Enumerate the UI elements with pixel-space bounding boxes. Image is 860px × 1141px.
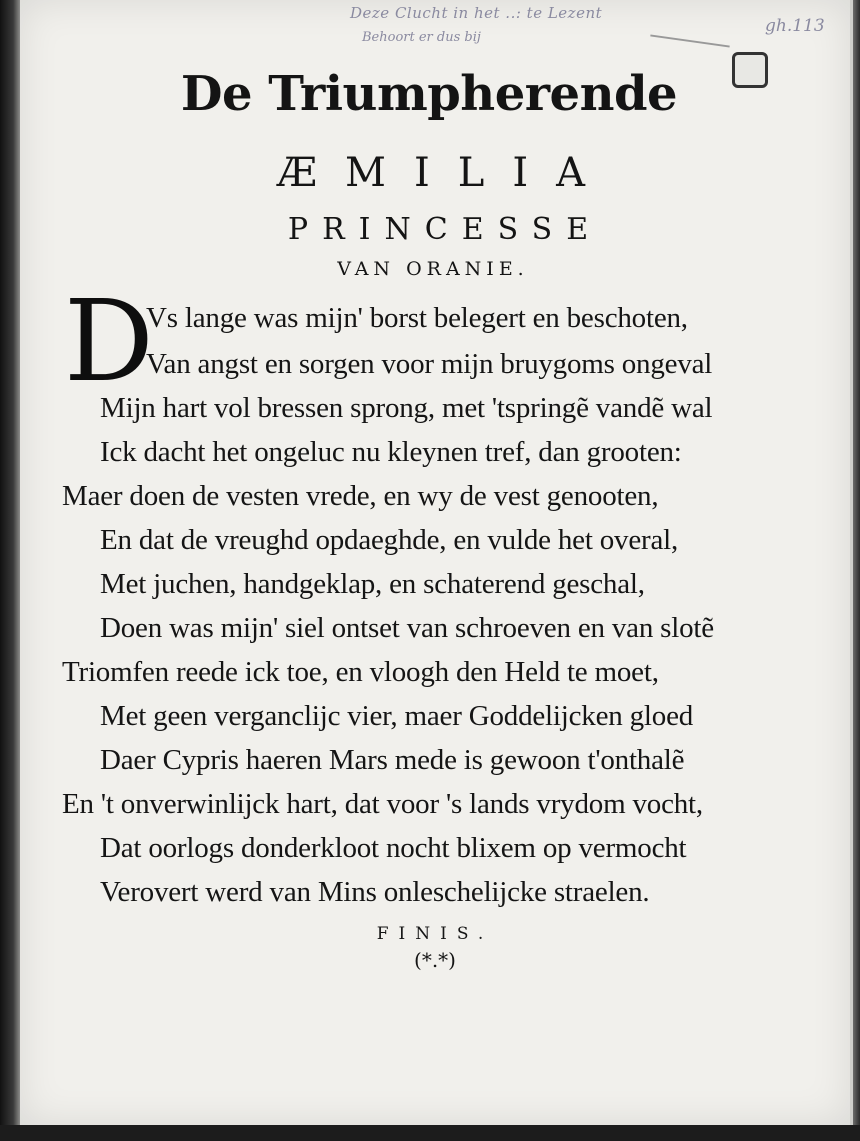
poem-line: Mijn hart vol bressen sprong, met 'tspringẽ vandẽ wal [100,392,713,424]
poem-line: En dat de vreughd opdaeghde, en vulde het overal, [100,524,679,556]
title-main: De Triumpherende [180,66,678,122]
poem-line: Triomfen reede ick toe, en vloogh den Held te moet, [62,656,659,688]
title-name: ÆMILIA [276,150,614,196]
poem-line: Met juchen, handgeklap, en schaterend geschal, [100,568,645,600]
poem-line: Vs lange was mijn' borst belegert en beschoten, [146,302,688,334]
drop-cap: D [64,277,154,407]
poem-line: Daer Cypris haeren Mars mede is gewoon t'onthalẽ [100,744,685,776]
poem-line: Van angst en sorgen voor mijn bruygoms ongeval [146,348,713,380]
book-page [20,0,853,1125]
poem-line: Verovert werd van Mins onleschelijcke straelen. [100,876,650,908]
handwritten-folio-number: gh.113 [765,16,825,36]
poem-line: Ick dacht het ongeluc nu kleynen tref, dan grooten: [100,436,682,468]
poem-line: En 't onverwinlijck hart, dat voor 's lands vrydom vocht, [62,788,703,820]
signature-mark: (*.*) [414,948,456,972]
bottom-shadow [0,1125,860,1141]
title-princesse: PRINCESSE [287,212,603,247]
poem-line: Dat oorlogs donderkloot nocht blixem op vermocht [100,832,687,864]
finis-label: FINIS. [376,924,494,944]
handwritten-note-1: Deze Clucht in het ..: te Lezent [350,4,603,22]
poem-line: Met geen verganclijc vier, maer Goddelijcken gloed [100,700,694,732]
poem-line: Maer doen de vesten vrede, en wy de vest genooten, [62,480,659,512]
title-van-oranie: VAN ORANIE. [337,258,529,280]
handwritten-note-2: Behoort er dus bij [362,30,481,45]
pencil-mark [650,34,729,47]
poem-line: Doen was mijn' siel ontset van schroeven en van slotẽ [100,612,714,644]
